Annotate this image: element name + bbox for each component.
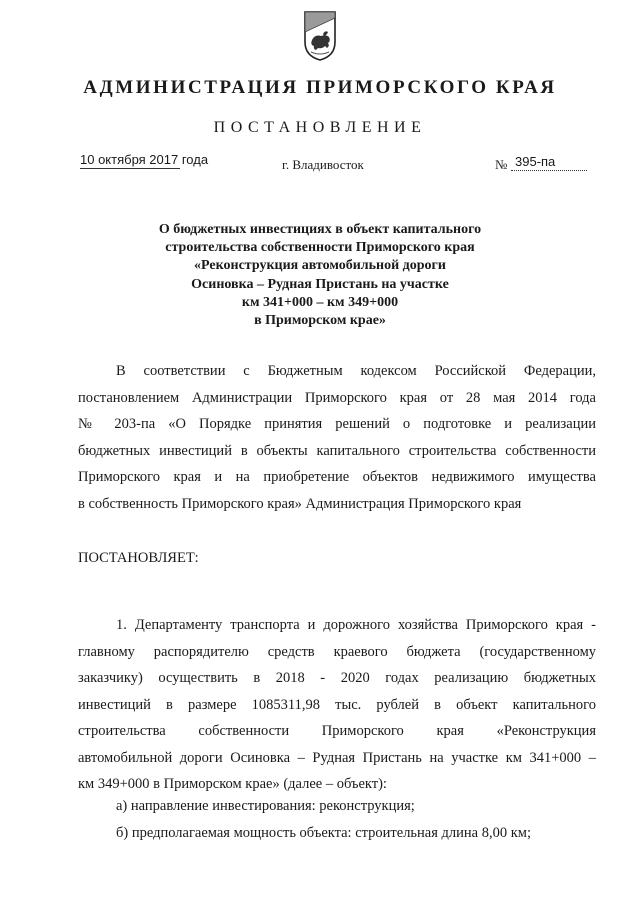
paragraph-line: В соответствии с Бюджетным кодексом Российской Федерации, bbox=[116, 363, 596, 379]
paragraph-1 bbox=[78, 612, 596, 798]
coat-of-arms-emblem bbox=[303, 10, 337, 62]
paragraph-line: постановлением Администрации Приморского края от 28 мая 2014 года bbox=[78, 389, 596, 406]
paragraph-line: бюджетных инвестиций в объекты капитального строительства собственности bbox=[78, 442, 596, 459]
title-line: в Приморском крае» bbox=[254, 313, 386, 329]
list-item: б) предполагаемая мощность объекта: строительная длина 8,00 км; bbox=[116, 824, 531, 841]
document-type: ПОСТАНОВЛЕНИЕ bbox=[213, 119, 427, 136]
paragraph-line: в собственность Приморского края» Администрация Приморского края bbox=[78, 495, 522, 512]
title-line: км 341+000 – км 349+000 bbox=[241, 294, 399, 310]
resolution-heading: ПОСТАНОВЛЯЕТ: bbox=[78, 550, 199, 566]
paragraph-line: Приморского края и на приобретение объектов недвижимого имущества bbox=[78, 469, 596, 485]
paragraph-line: км 349+000 в Приморском крае» (далее – объект): bbox=[78, 776, 387, 792]
paragraph-line: главному распорядителю средств краевого бюджета (государственному bbox=[78, 643, 596, 660]
title-line: строительства собственности Приморского края bbox=[165, 240, 475, 256]
document-city: г. Владивосток bbox=[282, 157, 364, 172]
organization-name: АДМИНИСТРАЦИЯ ПРИМОРСКОГО КРАЯ bbox=[83, 77, 557, 98]
title-line: О бюджетных инвестициях в объект капитального bbox=[158, 222, 482, 237]
document-date: 10 октября 2017 года bbox=[80, 152, 209, 167]
document-title bbox=[100, 221, 540, 330]
number-prefix: № bbox=[495, 157, 508, 172]
intro-paragraph bbox=[78, 358, 596, 517]
title-line: Осиновка – Рудная Пристань на участке bbox=[191, 276, 449, 292]
paragraph-line: № 203-па «О Порядке принятия решений о подготовке и реализации bbox=[78, 416, 596, 432]
paragraph-line: заказчику) осуществить в 2018 - 2020 годах реализацию бюджетных bbox=[78, 670, 596, 686]
title-line: «Реконструкция автомобильной дороги bbox=[194, 258, 446, 274]
item-list bbox=[78, 793, 596, 846]
paragraph-line: инвестиций в размере 1085311,98 тыс. рублей в объект капитального bbox=[78, 696, 596, 713]
list-item: а) направление инвестирования: реконструкция; bbox=[116, 798, 415, 814]
paragraph-line: строительства собственности Приморского края «Реконструкция bbox=[78, 723, 596, 739]
paragraph-line: 1. Департаменту транспорта и дорожного хозяйства Приморского края - bbox=[116, 617, 596, 633]
document-number: 395-па bbox=[511, 154, 587, 171]
paragraph-line: автомобильной дороги Осиновка – Рудная Пристань на участке км 341+000 – bbox=[78, 749, 596, 766]
